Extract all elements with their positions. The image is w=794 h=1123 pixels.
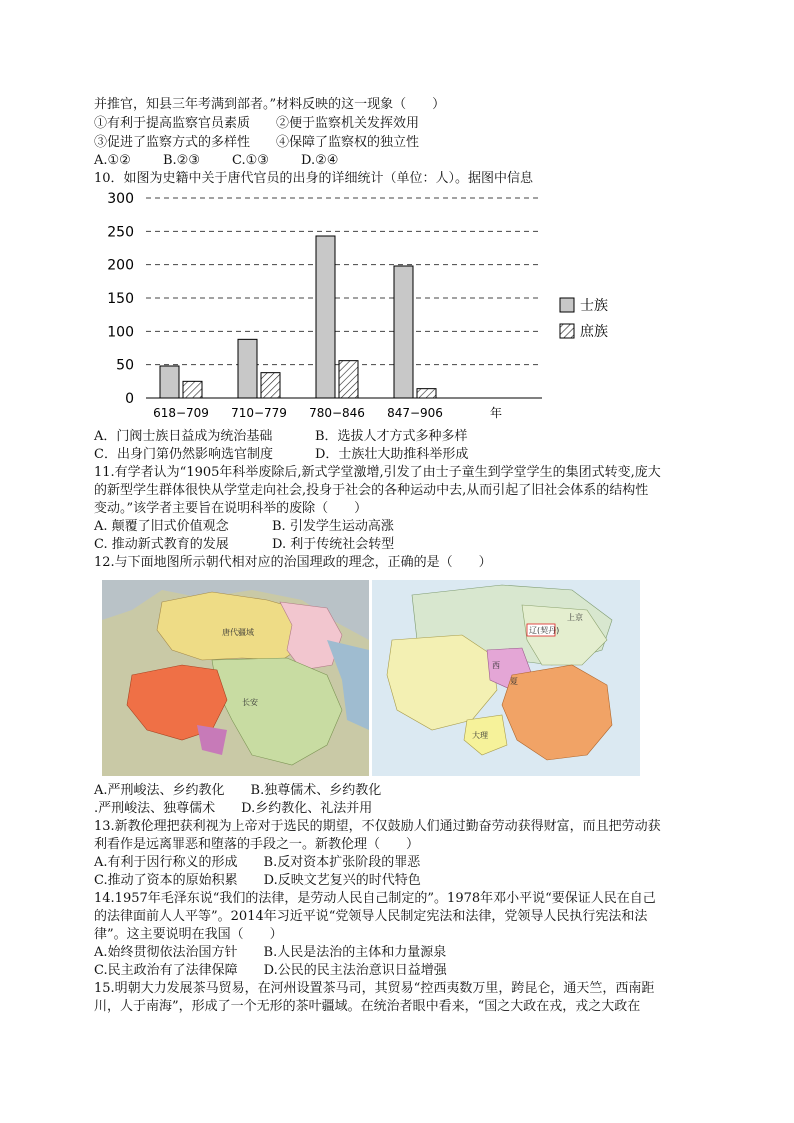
map2-label-liao: 辽(契丹) — [529, 626, 560, 635]
q14-line1: 14.1957年毛泽东说“我们的法律，是劳动人民自己制定的”。1978年邓小平说“要保证人民在自己 — [94, 891, 656, 906]
bar-士族-847−906 — [394, 266, 413, 398]
q15-line1: 15.明朝大力发展茶马贸易，在河州设置茶马司，其贸易“控西夷数万里，跨昆仑，通天竺，西南距 — [94, 981, 655, 996]
q9-choice-b: B.②③ — [163, 153, 200, 168]
chart-x-axis-label: 年 — [489, 406, 503, 420]
map2-label-xia: 夏 — [510, 677, 518, 686]
chart-legend — [560, 298, 608, 340]
q13-options-row2: C.推动了资本的原始积累 D.反映文艺复兴的时代特色 — [94, 873, 421, 888]
q14-options-row2: C.民主政治有了法律保障 D.公民的民主法治意识日益增强 — [94, 963, 447, 978]
bar-士族-618−709 — [160, 366, 179, 398]
chart-x-tick-label: 780−846 — [309, 406, 365, 420]
q9-choice-d: D.②④ — [301, 153, 339, 168]
legend-label-庶族: 庶族 — [580, 324, 608, 340]
q12-stem: 12.与下面地图所示朝代相对应的治国理政的理念，正确的是（ ） — [94, 555, 492, 570]
legend-label-士族: 士族 — [580, 298, 608, 314]
q11-option-b: B. 引发学生运动高涨 — [272, 519, 394, 534]
q14-line2: 的法律面前人人平等”。2014年习近平说“党领导人民制定宪法和法律，党领导人民执行宪法和法 — [94, 909, 648, 924]
chart-x-tick-label: 710−779 — [231, 406, 287, 420]
bar-庶族-710−779 — [261, 373, 280, 398]
q10-option-d: D．士族壮大助推科举形成 — [315, 447, 469, 462]
chart-y-ticks — [107, 191, 134, 407]
chart-x-tick-label: 847−906 — [387, 406, 443, 420]
map2-label-xi: 西 — [492, 661, 500, 670]
bar-庶族-847−906 — [417, 389, 436, 398]
q13-options-row1: A.有利于因行称义的形成 B.反对资本扩张阶段的罪恶 — [94, 855, 421, 870]
bar-士族-710−779 — [238, 339, 257, 398]
chart-y-tick-label: 0 — [125, 391, 134, 407]
chart-bars — [160, 236, 436, 398]
chart-y-tick-label: 200 — [107, 257, 134, 274]
chart-x-ticks — [153, 406, 443, 420]
chart-x-tick-label: 618−709 — [153, 406, 209, 420]
q11-line2: 的新型学生群体很快从学堂走向社会,投身于社会的各种运动中去,从而引起了旧社会体系的结构性 — [94, 483, 649, 498]
chart-y-tick-label: 50 — [116, 357, 134, 374]
q10-option-a: A．门阀士族日益成为统治基础 — [94, 429, 273, 444]
q11-line1: 11.有学者认为“1905年科举废除后,新式学堂激增,引发了由士子童生到学堂学生的集团式转变,庞大 — [94, 465, 661, 480]
map1-label-changan: 长安 — [242, 698, 258, 707]
q12-options-row1: A.严刑峻法、乡约教化 B.独尊儒术、乡约教化 — [94, 783, 382, 798]
q11-line3: 变动。”该学者主要旨在说明科举的废除（ ） — [94, 501, 368, 516]
map1-label-territory: 唐代疆域 — [222, 628, 254, 637]
legend-swatch-士族 — [560, 298, 574, 312]
q9-statements-row2: ③促进了监察方式的多样性 ④保障了监察权的独立性 — [94, 135, 420, 150]
q11-option-c: C. 推动新式教育的发展 — [94, 537, 229, 552]
bar-庶族-780−846 — [339, 361, 358, 398]
q12-options-row2: .严刑峻法、独尊儒术 D.乡约教化、礼法并用 — [94, 801, 373, 816]
song-liao-xia-map — [372, 580, 640, 776]
q13-line1: 13.新教伦理把获利视为上帝对于选民的期望，不仅鼓励人们通过勤奋劳动获得财富，而且把劳动获 — [94, 819, 661, 834]
chart-gridlines — [146, 198, 542, 365]
q10-stem: 10．如图为史籍中关于唐代官员的出身的详细统计（单位：人）。据图中信息 — [94, 171, 534, 186]
q14-options-row1: A.始终贯彻依法治国方针 B.人民是法治的主体和力量源泉 — [94, 945, 447, 960]
q9-choice-c: C.①③ — [232, 153, 269, 168]
legend-swatch-庶族 — [560, 324, 574, 338]
q15-line2: 川，人于南海”，形成了一个无形的茶叶疆域。在统治者眼中看来，“国之大政在戎，戎之大政在 — [94, 999, 641, 1014]
q9-stem-tail: 并推官，知县三年考满到部者。”材料反映的这一现象（ ） — [94, 97, 446, 112]
q9-statements-row1: ①有利于提高监察官员素质 ②便于监察机关发挥效用 — [94, 116, 420, 131]
q10-bar-chart — [100, 186, 620, 426]
q9-choice-a: A.①② — [94, 153, 131, 168]
q13-line2: 利看作是远离罪恶和堕落的手段之一。新教伦理（ ） — [94, 837, 420, 852]
bar-士族-780−846 — [316, 236, 335, 398]
chart-y-tick-label: 300 — [107, 191, 134, 207]
chart-y-tick-label: 100 — [107, 324, 134, 341]
tang-dynasty-map — [102, 580, 369, 776]
q11-option-d: D. 利于传统社会转型 — [272, 537, 395, 552]
q11-option-a: A. 颠覆了旧式价值观念 — [94, 519, 229, 534]
map2-label-dali: 大理 — [472, 731, 488, 740]
bar-庶族-618−709 — [183, 381, 202, 398]
chart-y-tick-label: 250 — [107, 224, 134, 241]
q10-option-c: C．出身门第仍然影响选官制度 — [94, 447, 273, 462]
q14-line3: 律”。这主要说明在我国（ ） — [94, 927, 283, 942]
map2-label-shangjing: 上京 — [567, 613, 583, 622]
q10-option-b: B．选拔人才方式多种多样 — [315, 429, 468, 444]
chart-y-tick-label: 150 — [107, 291, 134, 307]
